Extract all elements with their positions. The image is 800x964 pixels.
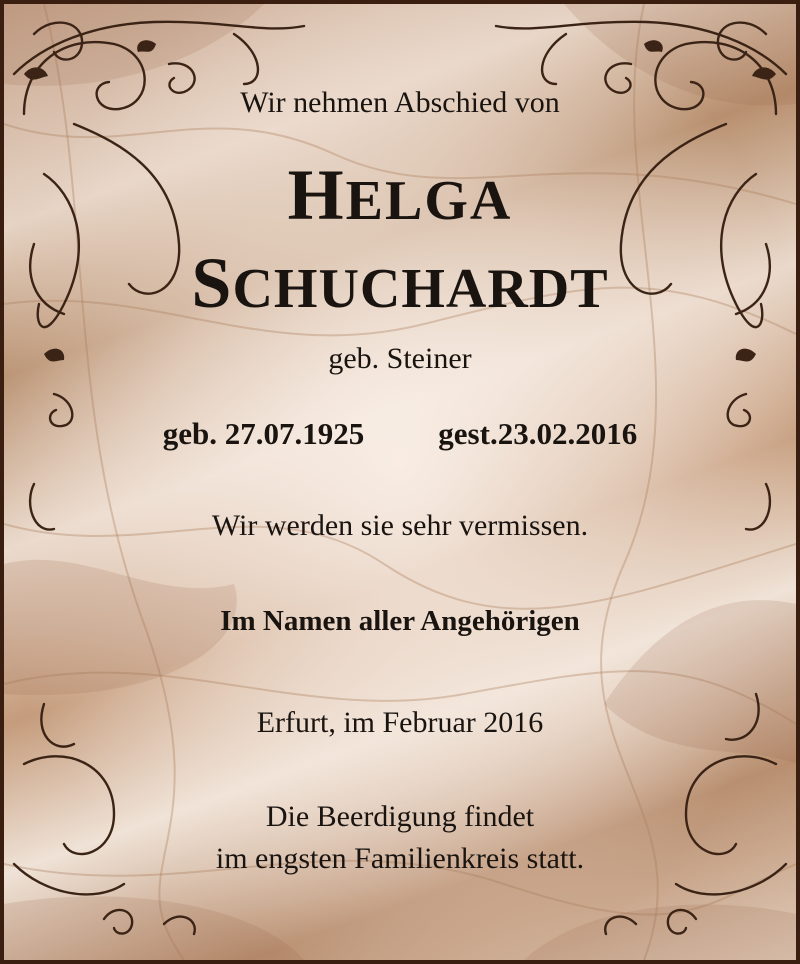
obituary-card	[4, 4, 796, 960]
place-date: Erfurt, im Februar 2016	[256, 706, 544, 739]
family-signature: Im Namen aller Angehörigen	[220, 605, 580, 637]
maiden-name: geb. Steiner	[328, 342, 472, 375]
burial-note-line-2: im engsten Familienkreis statt.	[215, 842, 585, 875]
life-dates	[4, 416, 796, 452]
birth-date: geb. 27.07.1925	[162, 416, 365, 451]
last-name	[4, 242, 796, 325]
burial-note-line-1: Die Beerdigung findet	[265, 800, 535, 833]
last-name-text: SCHUCHARDT	[191, 243, 609, 323]
intro-line: Wir nehmen Abschied von	[240, 86, 560, 119]
farewell-message: Wir werden sie sehr vermissen.	[211, 509, 589, 542]
death-date: gest.23.02.2016	[438, 416, 638, 451]
first-name-text: HELGA	[287, 155, 513, 235]
first-name	[4, 154, 796, 237]
